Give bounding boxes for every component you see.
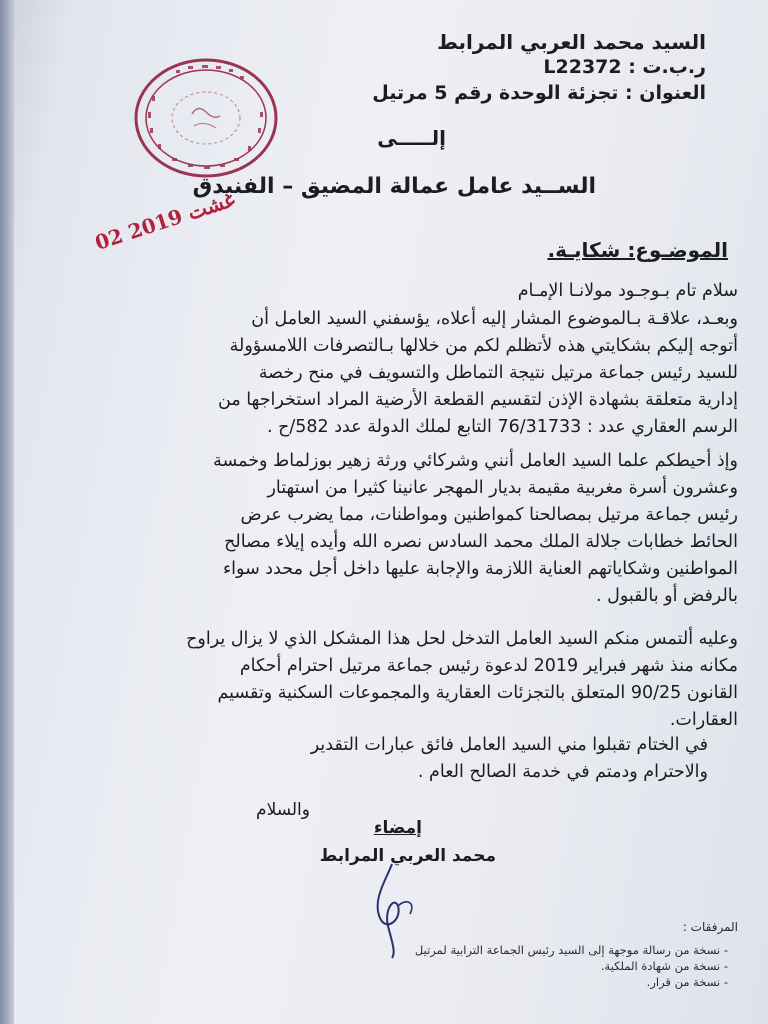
attachment-item: - نسخة من قرار. [646, 975, 728, 989]
paragraph-3 [38, 626, 738, 734]
recipient: الســيد عامل عمالة المضيق – الفنيدق [192, 174, 596, 199]
paragraph-line: رئيس جماعة مرتيل بمصالحنا كمواطنين ومواطنات، مما يضرب عرض [240, 505, 738, 525]
attachment-item: - نسخة من رسالة موجهة إلى السيد رئيس الجماعة الترابية لمرتيل [414, 943, 728, 957]
attachment-item: - نسخة من شهادة الملكية. [600, 959, 728, 973]
paragraph-line: وإذ أحيطكم علما السيد العامل أنني وشركائي ورثة زهير بوزلماط وخمسة [213, 451, 738, 471]
closing-line: في الختام تقبلوا مني السيد العامل فائق عبارات التقدير [310, 735, 708, 755]
paragraph-line: القانون 90/25 المتعلق بالتجزئات العقارية والمجموعات السكنية وتقسيم [217, 683, 738, 703]
official-stamp [132, 56, 280, 180]
paragraph-line: مكانه منذ شهر فبراير 2019 لدعوة رئيس جماعة مرتيل احترام أحكام [239, 656, 738, 676]
paragraph-line: إدارية متعلقة بشهادة الإذن لتقسيم القطعة الأرضية المراد استخراجها من [218, 390, 738, 410]
paragraph-line: وعليه ألتمس منكم السيد العامل التدخل لحل هذا المشكل الذي لا يزال يراوح [186, 629, 738, 649]
paragraph-line: الرسم العقاري عدد : 76/31733 التابع لملك الدولة عدد 582/ح . [266, 417, 738, 437]
signature-label: إمضاء [373, 818, 422, 838]
paragraph-line: أتوجه إليكم بشكايتي هذه لأتظلم لكم من خلالها بـالتصرفات اللامسؤولة [229, 336, 738, 356]
greeting-line: سلام تام بـوجـود مولانـا الإمـام [517, 281, 738, 301]
sender-name: السيد محمد العربي المرابط [437, 30, 706, 54]
paragraph-2 [38, 448, 738, 610]
closing-line: والاحترام ودمتم في خدمة الصالح العام . [417, 762, 708, 782]
to-label: إلـــــى [377, 126, 446, 150]
sender-address: العنوان : تجزئة الوحدة رقم 5 مرتيل [372, 82, 706, 104]
paragraph-line: المواطنين وشكاياتهم العناية اللازمة والإجابة عليها داخل أجل محدد سواء [222, 559, 738, 579]
paragraph-line: وبعـد، علاقـة بـالموضوع المشار إليه أعلاه، يؤسفني السيد العامل أن [251, 309, 738, 329]
sender-reference: ر.ب.ت : L22372 [543, 56, 706, 78]
closing-paragraph [68, 732, 708, 786]
salutation: والسلام [256, 800, 310, 820]
attachments-title: المرفقات : [682, 920, 738, 934]
paragraph-1 [38, 306, 738, 441]
paragraph-line: العقارات. [669, 710, 738, 730]
subject-line: الموضـوع: شكايـة. [547, 238, 728, 262]
attachments-list [415, 942, 728, 990]
page-edge-shadow [0, 0, 14, 1024]
signatory-name: محمد العربي المرابط [319, 846, 496, 866]
paragraph-line: وعشرون أسرة مغربية مقيمة بديار المهجر عانينا كثيرا من استهتار [267, 478, 738, 498]
greeting [38, 278, 738, 305]
date-stamp: 02 غشت 2019 [92, 187, 238, 255]
paragraph-line: بالرفض أو بالقبول . [596, 586, 738, 606]
paragraph-line: للسيد رئيس جماعة مرتيل نتيجة التماطل والتسويف في منح رخصة [258, 363, 738, 383]
paragraph-line: الحائط خطابات جلالة الملك محمد السادس نصره الله وأيده إيلاء مصالح [224, 532, 738, 552]
